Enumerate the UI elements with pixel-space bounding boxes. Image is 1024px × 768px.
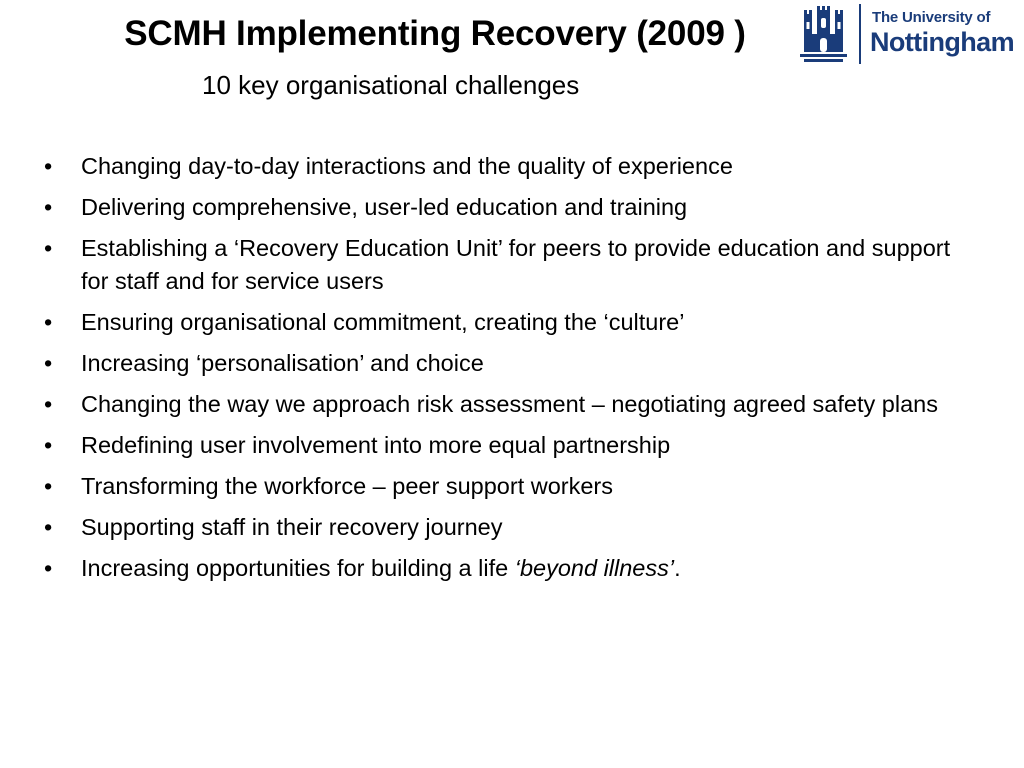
list-item xyxy=(44,511,984,544)
bullet-icon: • xyxy=(44,349,53,376)
logo-text-line2: Nottingham xyxy=(870,27,1014,57)
logo-text-line1: The University of xyxy=(872,9,991,26)
list-item xyxy=(44,306,984,339)
list-item-emphasis: ‘beyond illness’ xyxy=(514,554,675,581)
bullet-icon: • xyxy=(44,431,53,458)
list-item-text: Increasing ‘personalisation’ and choice xyxy=(81,349,484,376)
list-item xyxy=(44,232,984,297)
logo-divider xyxy=(859,4,861,64)
list-item-text: Supporting staff in their recovery journey xyxy=(81,513,503,540)
list-item-text xyxy=(81,555,681,581)
bullet-icon: • xyxy=(44,472,53,499)
list-item-text: Changing the way we approach risk assessment – negotiating agreed safety plans xyxy=(81,390,938,417)
title-block xyxy=(0,14,870,54)
bullet-list xyxy=(44,150,984,593)
list-item xyxy=(44,470,984,503)
list-item xyxy=(44,552,984,585)
list-item-text: Delivering comprehensive, user-led education and training xyxy=(81,194,688,220)
list-item-text: Ensuring organisational commitment, creating the ‘culture’ xyxy=(81,308,685,335)
list-item xyxy=(44,429,984,462)
slide-title: SCMH Implementing Recovery (2009 ) xyxy=(124,14,746,53)
list-item xyxy=(44,347,984,380)
slide-subtitle: 10 key organisational challenges xyxy=(202,70,580,100)
list-item xyxy=(44,191,984,224)
castle-crest-icon xyxy=(800,4,850,64)
bullet-icon: • xyxy=(44,308,53,335)
university-logo xyxy=(800,0,1024,68)
list-item-suffix: . xyxy=(674,554,681,581)
bullet-icon: • xyxy=(44,235,53,261)
list-item-text: Redefining user involvement into more equal partnership xyxy=(81,431,671,458)
bullet-icon: • xyxy=(44,194,53,220)
list-item-text-main: Increasing opportunities for building a life xyxy=(81,554,515,581)
bullet-icon: • xyxy=(44,513,53,540)
list-item-text: Establishing a ‘Recovery Education Unit’ for peers to provide education and support for staff and for service users xyxy=(81,235,951,294)
bullet-icon: • xyxy=(44,153,53,179)
list-item-text: Changing day-to-day interactions and the quality of experience xyxy=(81,153,733,179)
bullet-icon: • xyxy=(44,390,53,417)
bullet-icon: • xyxy=(44,554,53,581)
list-item xyxy=(44,150,984,183)
list-item-text: Transforming the workforce – peer support workers xyxy=(81,472,614,499)
list-item xyxy=(44,388,984,421)
